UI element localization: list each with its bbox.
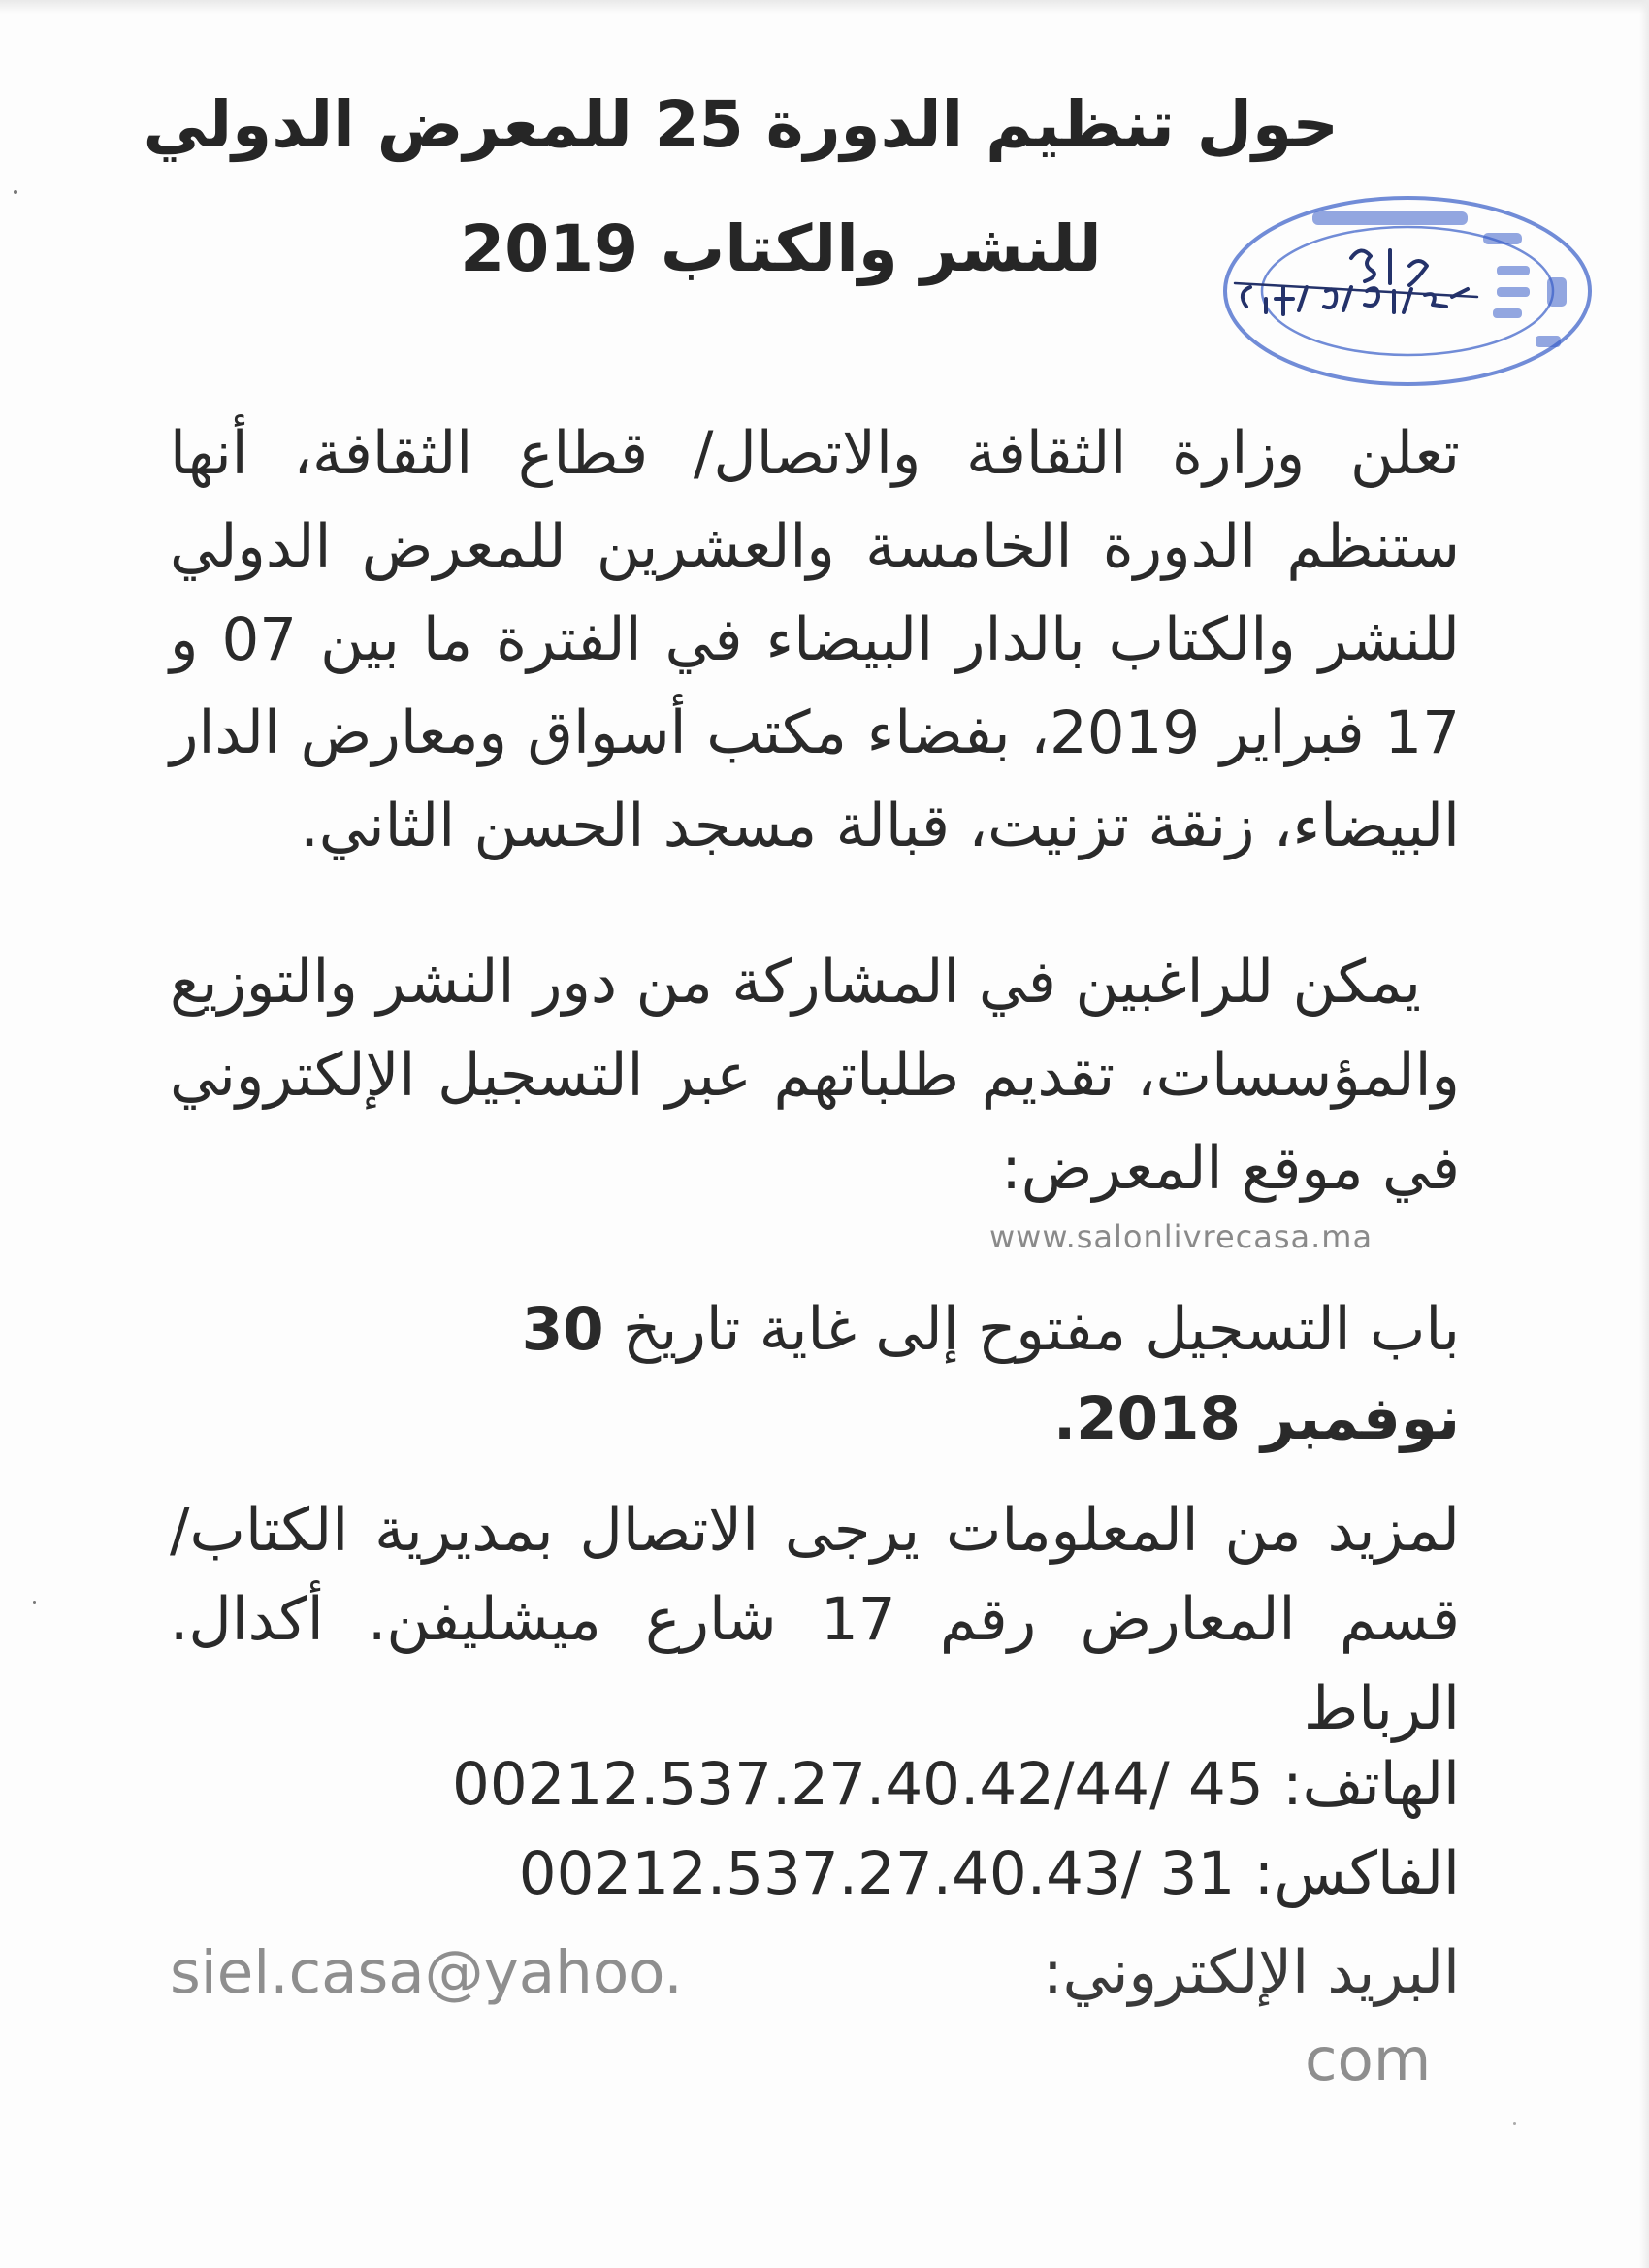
phone-label: الهاتف: xyxy=(1282,1750,1460,1819)
deadline-text: باب التسجيل مفتوح إلى غاية تاريخ xyxy=(622,1295,1460,1364)
scan-speck xyxy=(33,1601,36,1604)
deadline-month-year: نوفمبر 2018. xyxy=(1052,1384,1460,1453)
scan-edge-right xyxy=(1639,0,1649,2268)
email-line xyxy=(170,1928,1460,2018)
phone-number: 00212.537.27.40.42/44/ 45 xyxy=(452,1750,1264,1819)
fax-label: الفاكس: xyxy=(1253,1839,1460,1908)
fax-line xyxy=(170,1830,1460,1919)
announcement-paragraph: تعلن وزارة الثقافة والاتصال/ قطاع الثقافة، أنها ستنظم الدورة الخامسة والعشرين للمعرض الدولي للنشر والكتاب بالدار البيضاء في الفترة ما بين 07 و 17 فبراير 2019، بفضاء مكتب أسواق ومعارض الدار البيضاء، زنقة تزنيت، قبالة مسجد الحسن الثاني. xyxy=(170,419,1461,860)
exhibition-website: www.salonlivrecasa.ma xyxy=(989,1218,1374,1255)
participation-paragraph: يمكن للراغبين في المشاركة من دور النشر والتوزيع والمؤسسات، تقديم طلباتهم عبر التسجيل الإلكتروني في موقع المعرض: xyxy=(170,948,1460,1203)
document-title-line-1: حول تنظيم الدورة 25 للمعرض الدولي xyxy=(143,87,1339,162)
contact-info-paragraph: لمزيد من المعلومات يرجى الاتصال بمديرية الكتاب/ قسم المعارض رقم 17 شارع ميشليفن. أكدال. الرباط xyxy=(170,1496,1460,1743)
email-address-tail: com xyxy=(1305,2025,1432,2094)
received-stamp xyxy=(1206,190,1596,394)
email-label: البريد الإلكتروني: xyxy=(1043,1938,1460,2007)
phone-line xyxy=(170,1740,1460,1830)
scan-speck xyxy=(1513,2122,1516,2125)
deadline-day: 30 xyxy=(521,1295,604,1364)
email-address: siel.casa@yahoo. xyxy=(170,1938,683,2007)
fax-number: 00212.537.27.40.43/ 31 xyxy=(518,1839,1236,1908)
document-title-line-2: للنشر والكتاب 2019 xyxy=(460,211,1102,286)
registration-deadline xyxy=(170,1285,1460,1464)
scan-speck xyxy=(14,190,17,194)
scan-edge-top xyxy=(0,0,1649,14)
